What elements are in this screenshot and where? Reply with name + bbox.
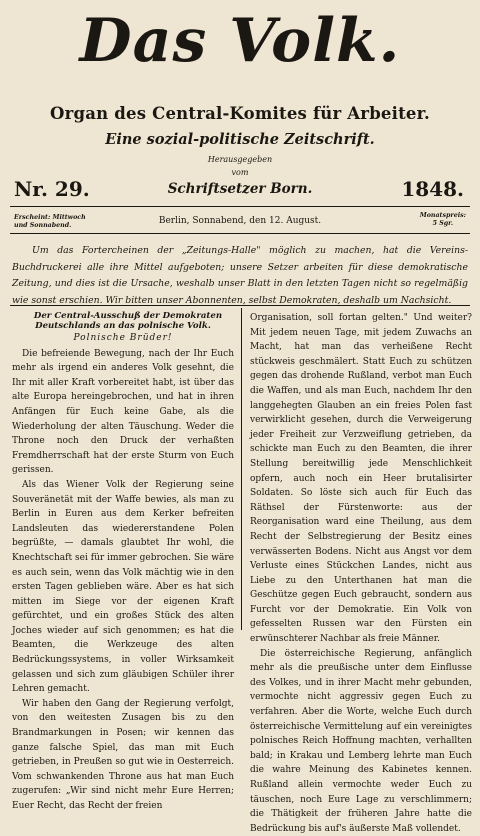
article-paragraph: Als das Wiener Volk der Regierung seine Souveränetät mit der Waffe bewies, als man zu Berlin in Euren aus dem Kerker befreiten Landsleuten das wiedererstandene Polen begrüßte, — damals glaubtet Ihr wohl, die Knechtschaft sei für immer gebrochen. Sie wäre es auch sein, wenn das Volk mächtig wie in den ersten Tagen geblieben wäre. Aber es hat sich mitten im Siege vor der eigenen Kraft gefürchtet, und ein großes Stück des alten Joches wieder auf sich genommen; es hat die Beamten, die Werkzeuge des alten Bedrückungssystems, in voller Wirksamkeit gelassen und sich zum gläubigen Schüler ihrer Lehren gemacht. [12,479,234,695]
dateline-rule [10,233,470,234]
published-by-label: Herausgegeben [207,155,273,164]
schedule-line-2: und Sonnabend. [14,222,72,229]
editorial-notice: Um das Fortercheinen der „Zeitungs-Halle" möglich zu machen, hat die Vereins-Buchdruckerei alle ihre Mittel aufgeboten; unsere Setzer arbeiten für diese demokratische Zeitung, und dies ist die Ursache, weshalb unser Blatt in den letzten Tagen nicht so regelmäßig wie sonst erschien. Wir bitten unser Abonnenten, selbst Demokraten, deshalb um Nachsicht. [12,245,468,306]
article-column-right [250,311,472,834]
article-paragraph: Die österreichische Regierung, anfänglich mehr als die preußische unter dem Einflusse des Volkes, und in ihrer Macht mehr gebunden, vermochte nicht aggressiv gegen Euch zu verfahren. Aber die Worte, welche Euch durch österreichische Vermittelung auf ein vereinigtes polnisches Reich Hoffnung machten, verhallten bald; in Krakau und Lemberg lehrte man Euch die wahre Meinung des Kabinetes kennen. Rußland allein vermochte weder Euch zu täuschen, noch Eure Lage zu verschlimmern; die Thätigkeit der früheren Jahre hatte die Bedrückung bis auf's äußerste Maß vollendet. [250,648,472,834]
newspaper-subtitle: Organ des Central-Komites für Arbeiter. [50,104,430,123]
price-label: Monatspreis: [419,212,466,219]
issue-year: 1848. [401,177,464,201]
newspaper-title: Das Volk. [79,6,401,76]
article-paragraph: Organisation, soll fortan gelten." Und weiter? Mit jedem neuen Tage, mit jedem Zuwachs an Macht, hat man das verheißene Recht stückweis geschmälert. Statt Euch zu schützen gegen das drohende Rußland, verbot man Euch die Waffen, und als man Euch, nachdem Ihr den langgehegten Glauben an ein freies Polen fast verwirklicht gesehen, durch die Verweigerung jeder Freiheit zur Verzweiflung getrieben, da schickte man Euch zu den Beamten, die ihrer Stellung bereitwillig jede Menschlichkeit opfern, auch noch ein Heer brutalisirter Soldaten. So löste sich auch für Euch das Räthsel der Fürstenworte: aus der Reorganisation ward eine Theilung, aus dem Recht der Selbstregierung der Besitz eines verwässerten Bodens. Nicht aus Angst vor dem Verluste eines Stückchen Landes, nicht aus Liebe zu den Unterthanen hat man die Geschütze gegen Euch gebraucht, sondern aus Furcht vor der Demokratie. Ein Volk von gefesselten Russen war den Fürsten ein erwünschterer Nachbar als freie Männer. [250,313,472,645]
newspaper-tagline: Eine sozial-politische Zeitschrift. [105,131,375,148]
masthead-rule-top [10,206,470,207]
subscription-price [420,212,466,228]
article-paragraph: Wir haben den Gang der Regierung verfolgt, von den weitesten Zusagen bis zu den Brandmarkungen in Posen; wir kennen das ganze falsche Spiel, das man mit Euch getrieben, in Preußen so gut wie in Oesterreich. Vom schwankenden Throne aus hat man Euch zugerufen: „Wir sind nicht mehr Eure Herren; Euer Recht, das Recht der freien [12,698,234,811]
column-divider [241,308,242,630]
article-headline: Der Central-Ausschuß der Demokraten Deutschlands an das polnische Volk. [33,311,223,331]
article-paragraph: Die befreiende Bewegung, nach der Ihr Euch mehr als irgend ein anderes Volk gesehnt, die Ihr mit aller Kraft vorbereitet habt, ist über das alte Europa hereingebrochen, und hat in ihren Anfängen für Euch keine Gabe, als die Wiederholung der alten Täuschung. Weder die Throne noch den Druck der verhaßten Fremdherrschaft hat der erste Sturm von Euch gerissen. [12,348,234,476]
issue-number: Nr. 29. [14,177,90,201]
editor-name: Schriftsetzer Born. [167,181,313,197]
article-column-left [12,311,234,811]
price-value: 5 Sgr. [432,220,454,227]
article-greeting: Polnische Brüder! [73,333,173,343]
dateline: Berlin, Sonnabend, den 12. August. [158,216,322,226]
notice-rule [10,305,470,306]
schedule-line-1: Erscheint: Mittwoch [14,214,86,221]
by-label: vom [231,168,249,177]
